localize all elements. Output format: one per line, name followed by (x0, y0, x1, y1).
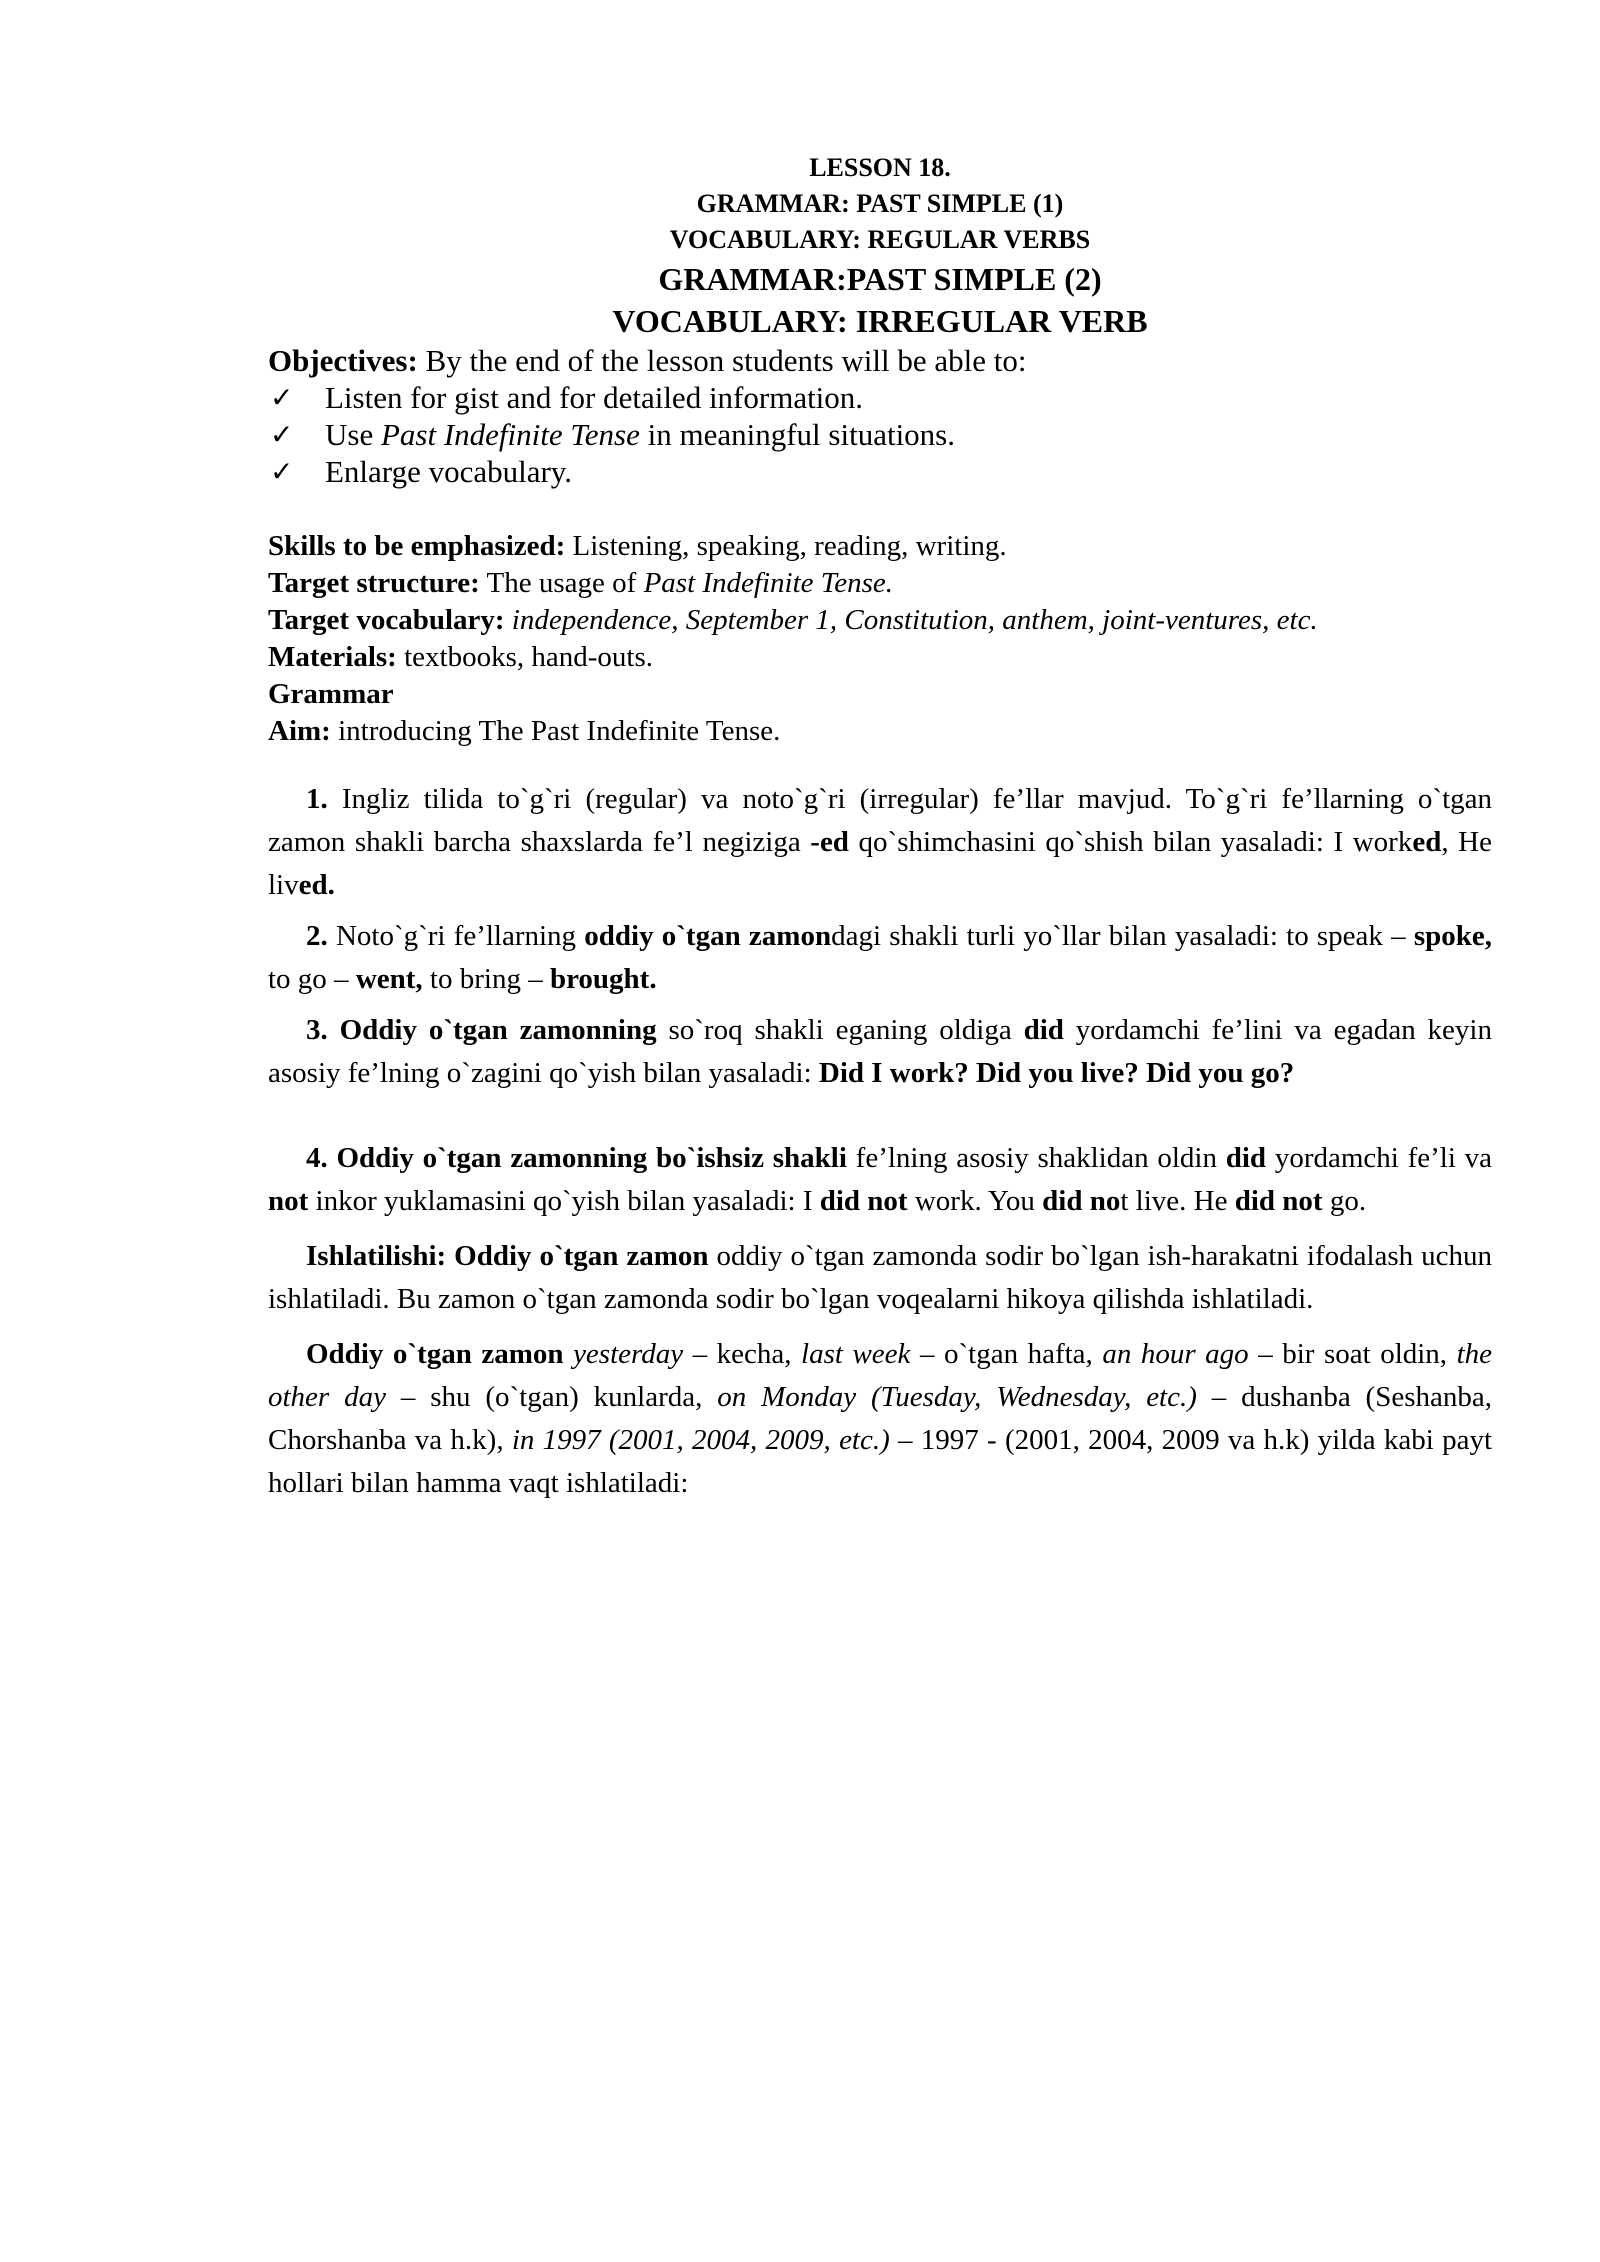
bold-run: -ed (810, 826, 849, 858)
skills-label: Skills to be emphasized: (268, 530, 566, 562)
italic-run: an hour ago (1102, 1338, 1249, 1370)
bold-run: brought. (549, 963, 657, 995)
bold-run: 1. (306, 783, 328, 815)
objectives-label: Objectives: (268, 343, 418, 378)
text-run: so`roq shakli eganing oldiga (656, 1014, 1024, 1046)
text-run: yordamchi fe’lini va egadan keyin asosiy fe’lning o`zagini qo`yish bilan yasaladi: (268, 1014, 1492, 1089)
skills-line (268, 528, 1492, 565)
bold-run: 2. (306, 920, 328, 952)
text-run: Ingliz tilida to`g`ri (regular) va noto`g`ri (irregular) fe’llar mavjud. To`g`ri fe’llarning o`tgan zamon shakli barcha shaxslarda fe’l negiziga (268, 783, 1492, 858)
paragraph-usage (268, 1235, 1492, 1321)
bold-run: oddiy o`tgan zamon (584, 920, 832, 952)
italic-run: yesterday (573, 1338, 684, 1370)
text-run: oddiy o`tgan zamonda sodir bo`lgan ish-harakatni ifodalash uchun ishlatiladi. Bu zamon o`tgan zamonda sodir bo`lgan voqealarni hikoya qilishda ishlatiladi. (268, 1240, 1492, 1315)
text-run: – bir soat oldin, (1248, 1338, 1457, 1370)
lesson-header (268, 150, 1492, 342)
aim-text: introducing The Past Indefinite Tense. (330, 715, 781, 747)
structure-italic: Past Indefinite Tense. (643, 567, 893, 599)
objective-text: Use (325, 417, 381, 452)
lesson-number: LESSON 18. (809, 153, 951, 182)
bold-run: ed (1412, 826, 1442, 858)
grammar-title-1: GRAMMAR: PAST SIMPLE (1) (696, 189, 1064, 218)
lesson-meta (268, 528, 1492, 750)
checkmark-icon: ✓ (270, 418, 294, 451)
italic-run: on Monday (Tuesday, Wednesday, etc.) (717, 1381, 1197, 1413)
bold-run: did not (819, 1185, 908, 1217)
objective-text: Listen for gist and for detailed information. (325, 380, 864, 415)
paragraph-regular-verbs (268, 778, 1492, 907)
text-run: – shu (o`tgan) kunlarda, (385, 1381, 718, 1413)
structure-label: Target structure: (268, 567, 480, 599)
text-run: – 1997 - (2001, 2004, 2009 va h.k) yilda kabi payt hollari bilan hamma vaqt ishlatiladi: (268, 1424, 1493, 1499)
text-run: dagi shakli turli yo`llar bilan yasaladi: to speak – (831, 920, 1414, 952)
bold-run: Did I work? Did you live? Did you go? (818, 1057, 1295, 1089)
target-vocabulary-line (268, 602, 1492, 639)
materials-label: Materials: (268, 641, 397, 673)
bold-run: Ishlatilishi: Oddiy o`tgan zamon (306, 1240, 709, 1272)
text-run: go. (1322, 1185, 1367, 1217)
objective-text: Enlarge vocabulary. (325, 454, 573, 489)
document-body (268, 150, 1492, 1505)
target-structure-line (268, 565, 1492, 602)
grammar-title-2: GRAMMAR:PAST SIMPLE (2) (658, 261, 1102, 297)
italic-run: the other day (268, 1338, 1493, 1413)
vocabulary-italic: independence, September 1, Constitution, anthem, joint-ventures, etc. (504, 604, 1318, 636)
bold-run: did (1023, 1014, 1064, 1046)
paragraph-irregular-verbs (268, 915, 1492, 1001)
paragraph-time-adverbs (268, 1333, 1492, 1505)
checkmark-icon: ✓ (270, 381, 294, 414)
text-run: fe’lning asosiy shaklidan oldin (846, 1142, 1226, 1174)
paragraph-negative-form (268, 1137, 1492, 1223)
text-run: yordamchi fe’li va (1266, 1142, 1492, 1174)
text-run: work. You (907, 1185, 1043, 1217)
text-run: t live. He (1120, 1185, 1235, 1217)
italic-run: in 1997 (2001, 2004, 2009, etc.) (511, 1424, 890, 1456)
text-run: , He liv (268, 826, 1492, 901)
bold-run: went, (355, 963, 423, 995)
bold-run: did (1225, 1142, 1267, 1174)
aim-label: Aim: (268, 715, 331, 747)
objectives-line (268, 342, 1492, 379)
italic-run: last week (801, 1338, 911, 1370)
bold-run: did no (1042, 1185, 1121, 1217)
structure-text: The usage of (479, 567, 644, 599)
objective-text: Past Indefinite Tense (380, 417, 640, 452)
vocabulary-label: Target vocabulary: (268, 604, 505, 636)
text-run: inkor yuklamasini qo`yish bilan yasaladi: I (308, 1185, 820, 1217)
bold-run: spoke, (1413, 920, 1492, 952)
objectives-list (268, 379, 1492, 490)
bold-run: ed. (298, 869, 335, 901)
objective-text: in meaningful situations. (639, 417, 955, 452)
bold-run: Oddiy o`tgan zamon (306, 1338, 564, 1370)
bold-run: did not (1234, 1185, 1323, 1217)
materials-text: textbooks, hand-outs. (396, 641, 653, 673)
text-run: – o`tgan hafta, (910, 1338, 1103, 1370)
bold-run: 3. Oddiy o`tgan zamonning (306, 1014, 657, 1046)
text-run: – dushanba (Seshanba, Chorshanba va h.k), (268, 1381, 1492, 1456)
bold-run: 4. Oddiy o`tgan zamonning bo`ishsiz shakli (306, 1142, 847, 1174)
vocabulary-title-1: VOCABULARY: REGULAR VERBS (669, 225, 1091, 254)
text-run: to bring – (422, 963, 550, 995)
aim-line (268, 713, 1492, 750)
text-run: qo`shimchasini qo`shish bilan yasaladi: I work (848, 826, 1413, 858)
grammar-heading: Grammar (268, 678, 394, 710)
text-run: – kecha, (683, 1338, 802, 1370)
skills-text: Listening, speaking, reading, writing. (565, 530, 1007, 562)
objective-item (268, 453, 1492, 490)
objectives-text: By the end of the lesson students will be able to: (417, 343, 1027, 378)
materials-line (268, 639, 1492, 676)
paragraph-question-form (268, 1009, 1492, 1095)
bold-run: not (268, 1185, 309, 1217)
text-run (564, 1338, 574, 1370)
objective-item (268, 416, 1492, 453)
text-run: to go – (268, 963, 356, 995)
text-run: Noto`g`ri fe’llarning (327, 920, 585, 952)
checkmark-icon: ✓ (270, 455, 294, 488)
vocabulary-title-2: VOCABULARY: IRREGULAR VERB (612, 303, 1148, 339)
objective-item (268, 379, 1492, 416)
